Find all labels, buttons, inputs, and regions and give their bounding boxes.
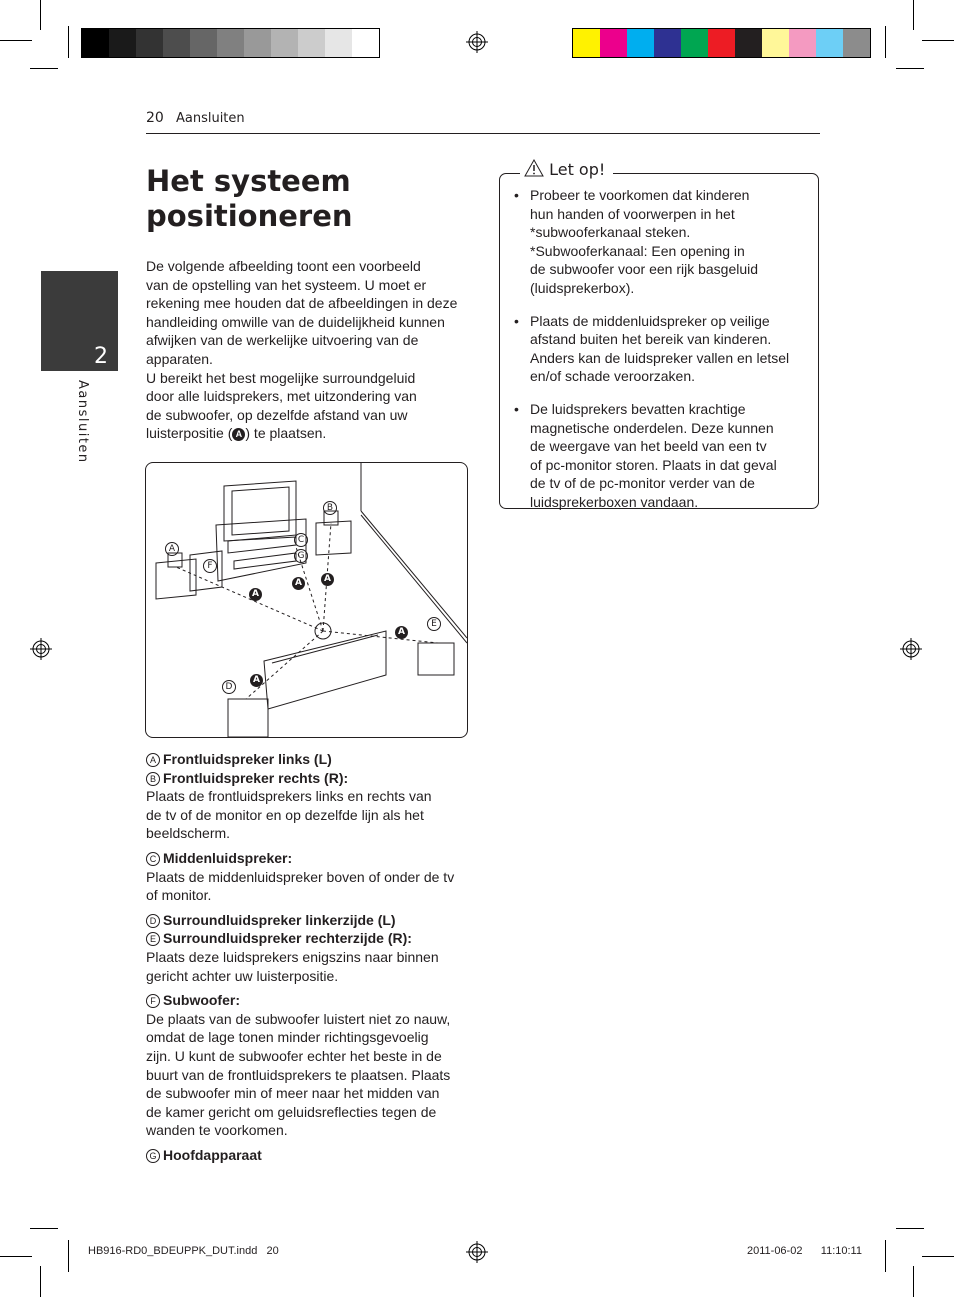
caution-line: de tv of de pc-monitor verder van de — [530, 475, 755, 492]
color-swatch — [654, 29, 681, 57]
intro-line: door alle luidsprekers, met uitzondering van — [146, 388, 417, 405]
legend-item-b — [146, 769, 466, 788]
legend-title: Surroundluidspreker rechterzijde (R): — [163, 930, 412, 947]
legend-title: Frontluidspreker rechts (R): — [163, 769, 349, 786]
header-section: Aansluiten — [175, 111, 245, 126]
caution-line: hun handen of voorwerpen in het — [530, 205, 735, 222]
warning-icon — [524, 159, 544, 177]
listening-marker-a: A — [292, 577, 305, 590]
legend-text: of monitor. — [146, 887, 212, 904]
color-swatch — [735, 29, 762, 57]
color-swatch — [573, 29, 600, 57]
process-color-bar — [572, 28, 871, 58]
color-swatch — [217, 29, 244, 57]
listening-marker-a: A — [395, 626, 408, 639]
diagram-marker-c: C — [294, 533, 308, 547]
crop-mark — [0, 40, 32, 41]
crop-mark — [896, 68, 924, 69]
listening-marker-a: A — [250, 674, 263, 687]
color-swatch — [843, 29, 870, 57]
chapter-number: 2 — [94, 344, 108, 369]
caution-item — [511, 186, 791, 298]
intro-line: handleiding omwille van de duidelijkheid kunnen — [146, 313, 445, 330]
caution-line: (luidsprekerbox). — [530, 279, 635, 296]
legend-text: Plaats deze luidsprekers enigszins naar binnen — [146, 948, 439, 965]
caution-line: • Probeer te voorkomen dat kinderen — [530, 187, 750, 203]
intro-text-after: ) te plaatsen. — [245, 425, 327, 442]
crop-mark — [30, 68, 58, 69]
crop-mark — [30, 1228, 58, 1229]
caution-title — [520, 159, 613, 179]
caution-line: • De luidsprekers bevatten krachtige — [530, 400, 746, 417]
legend-title: Middenluidspreker: — [163, 849, 293, 866]
listening-marker-a: A — [249, 588, 262, 601]
caution-title-text: Let op! — [549, 160, 606, 179]
crop-mark — [40, 1266, 41, 1297]
speaker-placement-diagram — [145, 462, 468, 738]
marker-c: C — [146, 852, 160, 866]
footer-datetime: 2011-06-02 11:10:11 — [747, 1245, 862, 1257]
legend-text: beeldscherm. — [146, 825, 231, 842]
registration-mark-icon — [30, 638, 52, 660]
chapter-label: Aansluiten — [75, 380, 90, 464]
color-swatch — [163, 29, 190, 57]
caution-line: *subwooferkanaal steken. — [530, 224, 691, 241]
footer-filename: HB916-RD0_BDEUPPK_DUT.indd 20 — [88, 1245, 279, 1257]
color-swatch — [82, 29, 109, 57]
crop-mark — [913, 0, 914, 30]
intro-line — [146, 424, 466, 443]
marker-a: A — [232, 428, 245, 441]
color-swatch — [816, 29, 843, 57]
crop-mark — [0, 1256, 32, 1257]
crop-mark — [885, 1240, 886, 1272]
legend-text: de kamer gericht om geluidsreflecties tegen de — [146, 1103, 437, 1120]
caution-line: magnetische onderdelen. Deze kunnen — [530, 419, 774, 436]
color-swatch — [789, 29, 816, 57]
caution-line: en/of schade veroorzaken. — [530, 368, 695, 385]
diagram-marker-d: D — [222, 680, 236, 694]
marker-e: E — [146, 932, 160, 946]
running-header — [146, 110, 245, 126]
intro-text-before: luisterpositie ( — [146, 425, 233, 442]
caution-line: • Plaats de middenluidspreker op veilige — [530, 312, 770, 329]
intro-line: afwijken van de werkelijke uitvoering van de — [146, 332, 419, 349]
diagram-marker-f: F — [203, 559, 217, 573]
diagram-marker-e: E — [427, 617, 441, 631]
legend-text: omdat de lage tonen minder richtingsgevoelig — [146, 1029, 429, 1046]
legend-title: Hoofdapparaat — [163, 1146, 262, 1163]
diagram-marker-g: G — [294, 549, 308, 563]
legend-item-g — [146, 1146, 466, 1165]
chapter-tab — [41, 271, 118, 371]
color-swatch — [352, 29, 379, 57]
crop-mark — [885, 26, 886, 58]
legend-text: de tv of de monitor en op dezelfde lijn als het — [146, 806, 424, 823]
color-swatch — [762, 29, 789, 57]
gray-color-bar — [81, 28, 380, 58]
legend-item-a — [146, 750, 466, 769]
legend-item-e — [146, 929, 466, 948]
caution-list — [511, 186, 791, 521]
room-illustration — [146, 463, 467, 737]
caution-line: afstand buiten het bereik van kinderen. — [530, 331, 772, 348]
color-swatch — [708, 29, 735, 57]
legend-title: Frontluidspreker links (L) — [163, 751, 332, 767]
crop-mark — [896, 1228, 924, 1229]
crop-mark — [922, 40, 954, 41]
diagram-marker-b: B — [323, 501, 337, 515]
crop-mark — [40, 0, 41, 30]
color-swatch — [271, 29, 298, 57]
legend-text: Plaats de frontluidsprekers links en rechts van — [146, 788, 432, 805]
crop-mark — [913, 1266, 914, 1297]
registration-mark-icon — [900, 638, 922, 660]
marker-g: G — [146, 1149, 160, 1163]
legend-title: Subwoofer: — [163, 992, 240, 1009]
caution-line: of pc-monitor storen. Plaats in dat geval — [530, 456, 777, 473]
color-swatch — [627, 29, 654, 57]
legend-text: wanden te voorkomen. — [146, 1122, 288, 1139]
crop-mark — [922, 1256, 954, 1257]
intro-line: apparaten. — [146, 350, 213, 367]
caution-item — [511, 400, 791, 512]
intro-text — [146, 257, 466, 443]
legend-text: De plaats van de subwoofer luistert niet zo nauw, — [146, 1010, 451, 1027]
diagram-marker-a: A — [165, 542, 179, 556]
color-swatch — [681, 29, 708, 57]
legend-item-d — [146, 911, 466, 930]
color-swatch — [325, 29, 352, 57]
header-rule — [146, 133, 820, 134]
intro-line: de subwoofer, op dezelfde afstand van uw — [146, 406, 408, 423]
color-swatch — [600, 29, 627, 57]
caution-item — [511, 312, 791, 386]
page-title: Het systeem positioneren — [146, 164, 353, 233]
marker-d: D — [146, 914, 160, 928]
color-swatch — [190, 29, 217, 57]
intro-line: van de opstelling van het systeem. U moet er — [146, 276, 427, 293]
caution-line: Anders kan de luidspreker vallen en letsel — [530, 349, 790, 366]
legend-text: zijn. U kunt de subwoofer echter het beste in de — [146, 1047, 442, 1064]
legend-title: Surroundluidspreker linkerzijde (L) — [163, 911, 396, 928]
crop-mark — [68, 1240, 69, 1272]
intro-line: De volgende afbeelding toont een voorbeeld — [146, 258, 421, 274]
legend-item-c — [146, 849, 466, 868]
color-swatch — [109, 29, 136, 57]
color-swatch — [244, 29, 271, 57]
marker-f: F — [146, 994, 160, 1008]
registration-mark-icon — [466, 1241, 488, 1263]
legend-text: gericht achter uw luisterpositie. — [146, 967, 339, 984]
marker-a: A — [146, 753, 160, 767]
marker-b: B — [146, 772, 160, 786]
intro-line: U bereikt het best mogelijke surroundgeluid — [146, 369, 416, 386]
legend-text: buurt van de frontluidsprekers te plaatsen. Plaats — [146, 1066, 451, 1083]
color-swatch — [136, 29, 163, 57]
color-swatch — [298, 29, 325, 57]
caution-line: de subwoofer voor een rijk basgeluid — [530, 261, 759, 278]
caution-line: luidsprekerboxen vandaan. — [530, 493, 699, 510]
listening-marker-a: A — [321, 573, 334, 586]
legend-item-f — [146, 991, 466, 1010]
intro-line: rekening mee houden dat de afbeeldingen in deze — [146, 295, 458, 312]
caution-line: de weergave van het beeld van een tv — [530, 438, 767, 455]
page-number: 20 — [146, 110, 164, 126]
registration-mark-icon — [466, 31, 488, 53]
crop-mark — [68, 26, 69, 58]
speaker-legend — [146, 750, 466, 1164]
caution-line: *Subwooferkanaal: Een opening in — [530, 242, 745, 259]
legend-text: de subwoofer min of meer naar het midden van — [146, 1085, 440, 1102]
legend-text: Plaats de middenluidspreker boven of onder de tv — [146, 868, 455, 885]
